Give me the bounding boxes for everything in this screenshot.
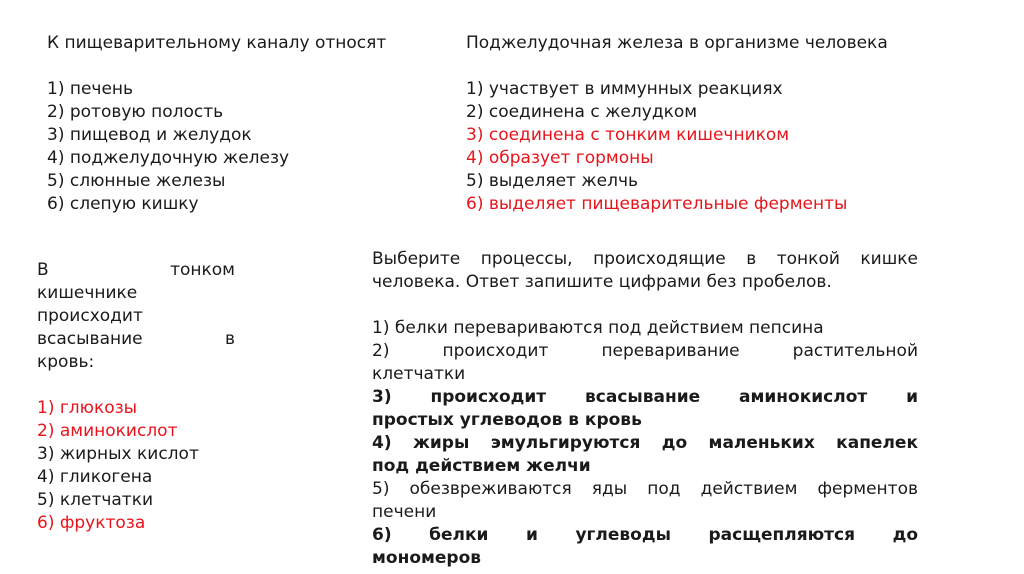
question-3-title-line-5: кровь: bbox=[37, 352, 95, 372]
q3-option-4: 4) гликогена bbox=[37, 467, 153, 487]
question-1 bbox=[47, 32, 447, 216]
q3-option-5: 5) клетчатки bbox=[37, 490, 154, 510]
q3-option-1-correct: 1) глюкозы bbox=[37, 398, 138, 418]
q2-option-5: 5) выделяет желчь bbox=[466, 171, 639, 191]
q4-option-2-line-1: 2) происходит переваривание растительной bbox=[372, 341, 918, 361]
q4-option-2-line-2: клетчатки bbox=[372, 364, 466, 384]
q1-option-5: 5) слюнные железы bbox=[47, 171, 226, 191]
q2-option-1: 1) участвует в иммунных реакциях bbox=[466, 79, 783, 99]
q4-option-5-line-1: 5) обезвреживаются яды под действием ферментов bbox=[372, 479, 918, 499]
q2-option-3-correct: 3) соединена с тонким кишечником bbox=[466, 125, 790, 145]
q1-option-4: 4) поджелудочную железу bbox=[47, 148, 290, 168]
question-3-title-line-3: происходит bbox=[37, 306, 143, 326]
q1-option-2: 2) ротовую полость bbox=[47, 102, 224, 122]
q4-option-6-line-1: 6) белки и углеводы расщепляются до bbox=[372, 525, 918, 545]
question-4-title-line-2: человека. Ответ запишите цифрами без пробелов. bbox=[372, 272, 832, 292]
q2-option-4-correct: 4) образует гормоны bbox=[466, 148, 654, 168]
q4-option-1: 1) белки перевариваются под действием пепсина bbox=[372, 318, 824, 338]
q2-option-2: 2) соединена с желудком bbox=[466, 102, 698, 122]
question-3-title-line-4: всасывание в bbox=[37, 329, 235, 349]
q4-option-3-line-1: 3) происходит всасывание аминокислот и bbox=[372, 387, 918, 407]
q2-option-6-correct: 6) выделяет пищеварительные ферменты bbox=[466, 194, 848, 214]
q1-option-6: 6) слепую кишку bbox=[47, 194, 199, 214]
question-4 bbox=[372, 248, 918, 570]
q4-option-4-line-2: под действием желчи bbox=[372, 456, 591, 476]
question-1-title: К пищеварительному каналу относят bbox=[47, 33, 387, 53]
question-2-title: Поджелудочная железа в организме человека bbox=[466, 33, 888, 53]
q4-option-4-line-1: 4) жиры эмульгируются до маленьких капелек bbox=[372, 433, 918, 453]
q3-option-3: 3) жирных кислот bbox=[37, 444, 199, 464]
q1-option-1: 1) печень bbox=[47, 79, 134, 99]
question-2 bbox=[466, 32, 986, 216]
q4-option-3-line-2: простых углеводов в кровь bbox=[372, 410, 642, 430]
question-4-title-line-1: Выберите процессы, происходящие в тонкой кишке bbox=[372, 249, 918, 269]
q3-option-6-correct: 6) фруктоза bbox=[37, 513, 146, 533]
q4-option-6-line-2: мономеров bbox=[372, 548, 482, 568]
question-3-title-line-1: В тонком bbox=[37, 260, 235, 280]
q4-option-5-line-2: печени bbox=[372, 502, 437, 522]
question-3 bbox=[37, 259, 235, 535]
question-3-title-line-2: кишечнике bbox=[37, 283, 138, 303]
q1-option-3: 3) пищевод и желудок bbox=[47, 125, 252, 145]
q3-option-2-correct: 2) аминокислот bbox=[37, 421, 178, 441]
